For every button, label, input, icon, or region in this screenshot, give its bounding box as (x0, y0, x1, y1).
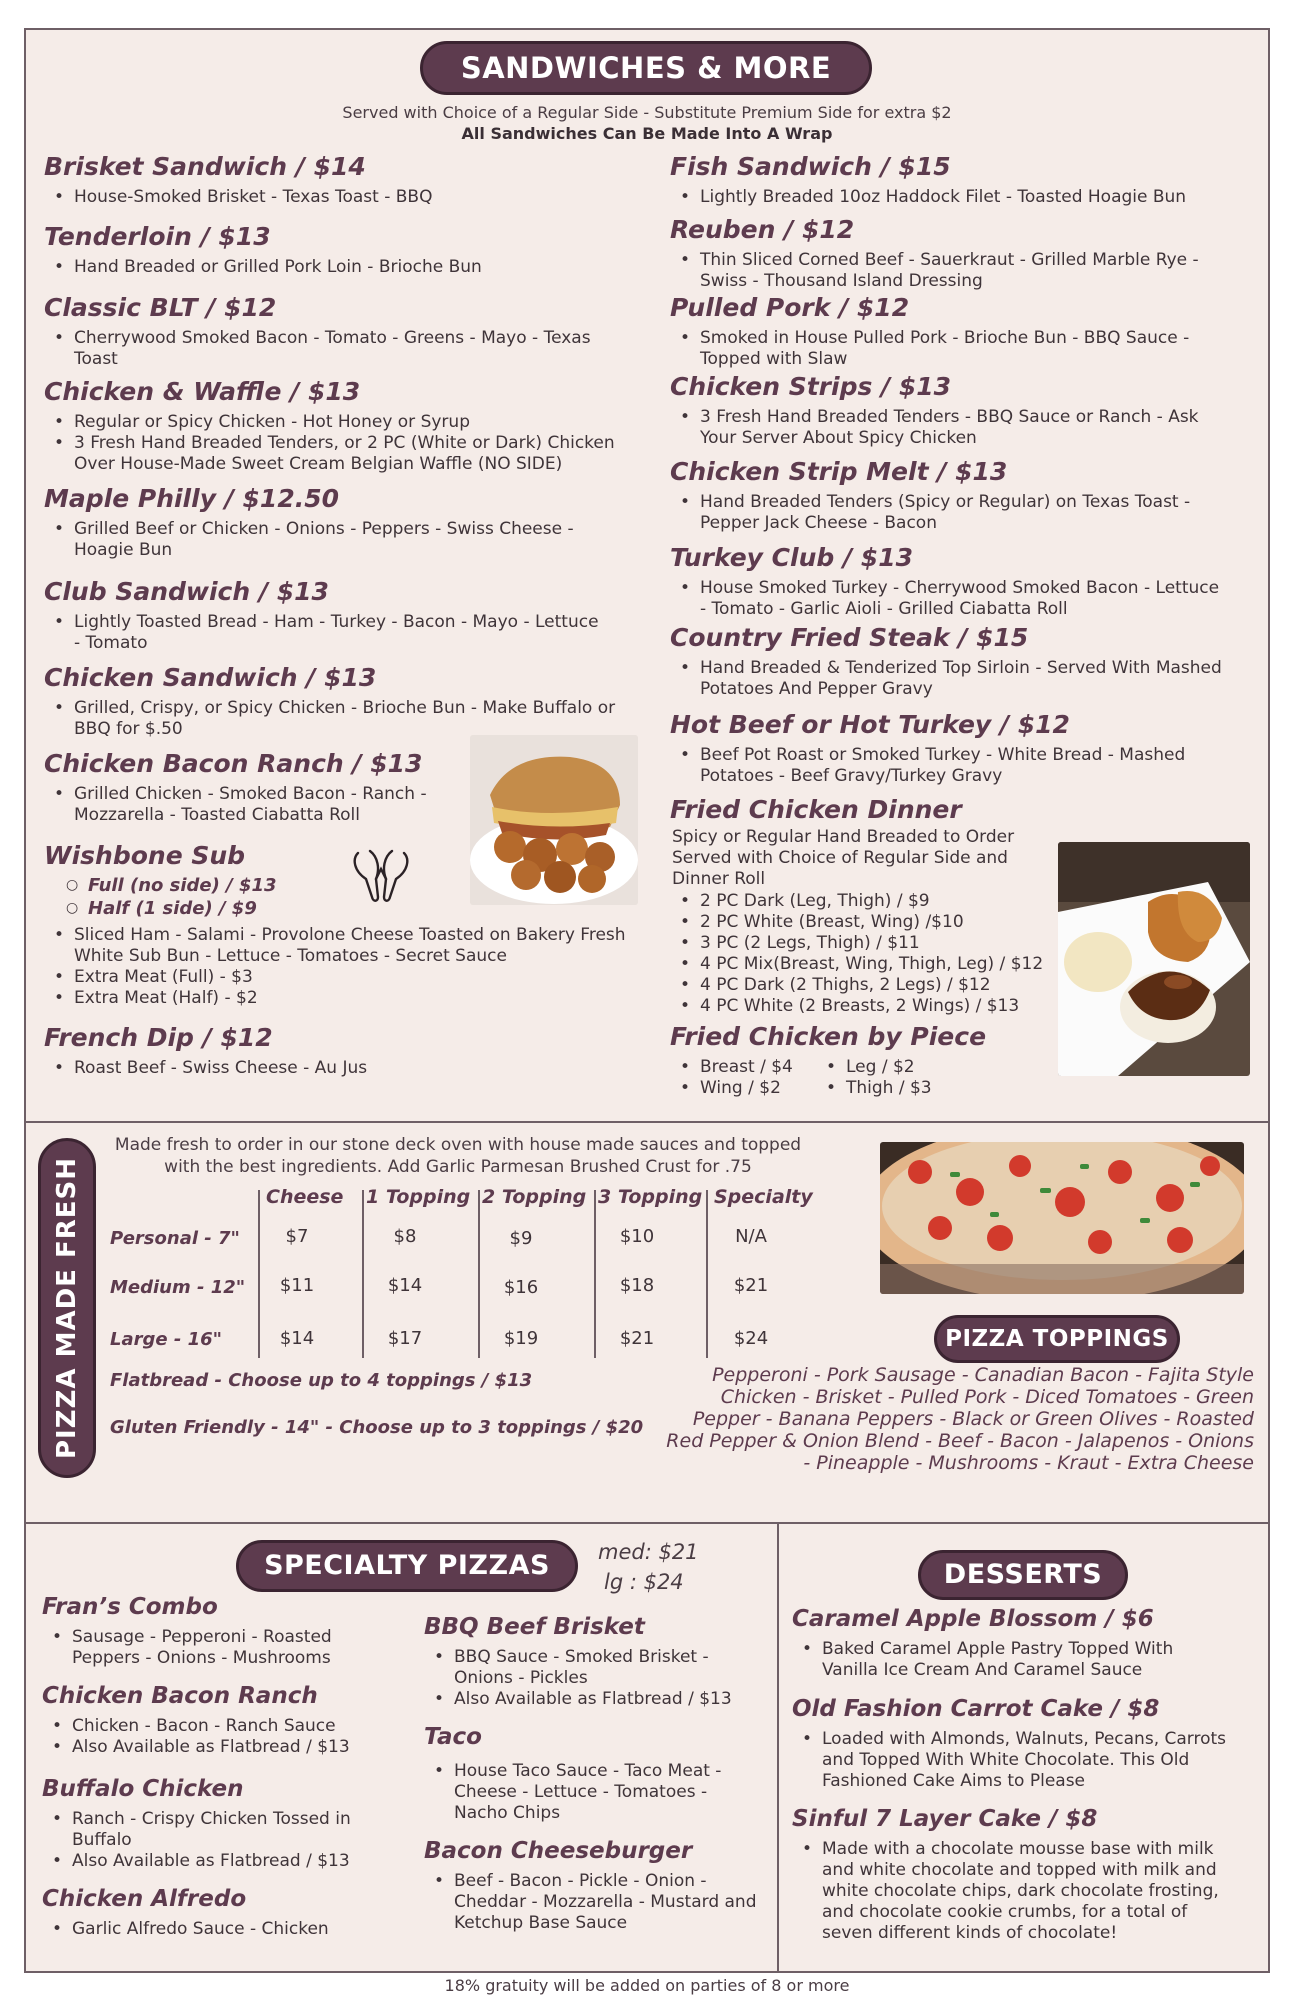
item-line: • House Smoked Turkey - Cherrywood Smoked Bacon - Lettuce - Tomato - Garlic Aioli - Grilled Ciabatta Roll (670, 578, 1230, 620)
item-desc (670, 328, 1230, 370)
item-title: Caramel Apple Blossom / $6 (792, 1606, 1154, 1632)
price-cell: $14 (387, 1275, 423, 1296)
item-line: • 3 PC (2 Legs, Thigh) / $11 (670, 933, 1060, 954)
item-line: • 2 PC White (Breast, Wing) /$10 (670, 912, 1060, 933)
item-desc (670, 407, 1240, 449)
pizza-side-label (38, 1138, 96, 1478)
item-line: • Cherrywood Smoked Bacon - Tomato - Greens - Mayo - Texas Toast (44, 328, 604, 370)
item-intro: Spicy or Regular Hand Breaded to Order Served with Choice of Regular Side and Dinner Roll (672, 827, 1015, 889)
item-desc (792, 1729, 1242, 1792)
item-line: • 4 PC Dark (2 Thighs, 2 Legs) / $12 (670, 975, 1060, 996)
item-desc (44, 328, 604, 370)
item-line: • BBQ Sauce - Smoked Brisket - Onions - Pickles (424, 1647, 764, 1689)
specialty-lg-price: lg : $24 (604, 1570, 684, 1594)
pizza-intro: Made fresh to order in our stone deck oven with house made sauces and topped with the best ingredients. Add Garlic Parmesan Brushed Crust for .75 (114, 1135, 802, 1177)
item-desc (670, 578, 1230, 620)
item-line: • 3 Fresh Hand Breaded Tenders - BBQ Sauce or Ranch - Ask Your Server About Spicy Chicken (670, 407, 1240, 449)
item-line: • Sliced Ham - Salami - Provolone Cheese Toasted on Bakery Fresh White Sub Bun - Lettuce - Tomatoes - Secret Sauce (44, 925, 644, 967)
item-line: • Leg / $2 (816, 1057, 956, 1078)
item-line: • Smoked in House Pulled Pork - Brioche Bun - BBQ Sauce - Topped with Slaw (670, 328, 1230, 370)
section-divider (24, 1522, 1270, 1524)
item-title: Club Sandwich / $13 (44, 577, 329, 606)
item-line: • 4 PC White (2 Breasts, 2 Wings) / $13 (670, 996, 1060, 1017)
item-desc (670, 250, 1230, 292)
item-line: • 3 Fresh Hand Breaded Tenders, or 2 PC (White or Dark) Chicken Over House-Made Sweet Cream Belgian Waffle (NO SIDE) (44, 433, 654, 475)
chicken-sandwich-photo (470, 735, 638, 905)
col-header: Specialty (714, 1186, 813, 1208)
item-title: Bacon Cheeseburger (424, 1838, 693, 1864)
item-line: • Lightly Toasted Bread - Ham - Turkey - Bacon - Mayo - Lettuce - Tomato (44, 612, 604, 654)
specialty-med-price: med: $21 (598, 1540, 699, 1564)
side-note: Served with Choice of a Regular Side - Substitute Premium Side for extra $2 (342, 103, 952, 122)
row-label: Personal - 7" (110, 1228, 240, 1249)
item-line: • Hand Breaded or Grilled Pork Loin - Brioche Bun (44, 257, 644, 278)
item-title: Chicken Strip Melt / $13 (670, 457, 1008, 486)
col-header: 3 Topping (598, 1186, 703, 1208)
flatbread-line: Flatbread - Choose up to 4 toppings / $13 (110, 1370, 533, 1391)
section-divider (24, 1121, 1270, 1123)
item-line: • Also Available as Flatbread / $13 (42, 1737, 402, 1758)
item-line: • Thin Sliced Corned Beef - Sauerkraut - Grilled Marble Rye -Swiss - Thousand Island Dressing (670, 250, 1230, 292)
item-desc (670, 891, 1060, 1017)
price-cell: $9 (509, 1228, 533, 1249)
price-cell: $16 (503, 1277, 539, 1298)
item-desc (44, 412, 654, 475)
item-desc (44, 187, 644, 208)
item-title: Turkey Club / $13 (670, 543, 913, 572)
item-option: ○ Full (no side) / $13 (44, 874, 404, 897)
item-title: Hot Beef or Hot Turkey / $12 (670, 710, 1070, 739)
item-title: Old Fashion Carrot Cake / $8 (792, 1696, 1160, 1722)
item-desc (792, 1839, 1242, 1944)
item-desc (44, 1058, 604, 1079)
col-header: Cheese (266, 1186, 344, 1208)
item-line: • House Taco Sauce - Taco Meat - Cheese - Lettuce - Tomatoes - Nacho Chips (424, 1761, 764, 1824)
specialty-header: SPECIALTY PIZZAS (236, 1540, 578, 1592)
item-desc (42, 1919, 402, 1940)
item-line: • Hand Breaded Tenders (Spicy or Regular) on Texas Toast - Pepper Jack Cheese - Bacon (670, 492, 1240, 534)
item-desc (670, 1057, 810, 1099)
item-title: Fried Chicken by Piece (670, 1022, 987, 1051)
desserts-header: DESSERTS (918, 1550, 1128, 1600)
item-line: • Beef Pot Roast or Smoked Turkey - White Bread - Mashed Potatoes - Beef Gravy/Turkey Gravy (670, 745, 1240, 787)
item-line: • Extra Meat (Full) - $3 (44, 967, 644, 988)
item-desc (424, 1761, 764, 1824)
item-title: Fran’s Combo (42, 1594, 218, 1620)
item-line: • Hand Breaded & Tenderized Top Sirloin - Served With Mashed Potatoes And Pepper Gravy (670, 658, 1230, 700)
price-cell: $21 (733, 1275, 769, 1296)
item-line: • Chicken - Bacon - Ranch Sauce (42, 1716, 402, 1737)
item-line: • Baked Caramel Apple Pastry Topped With Vanilla Ice Cream And Caramel Sauce (792, 1639, 1222, 1681)
item-title: Taco (424, 1724, 482, 1750)
item-line: • Grilled Chicken - Smoked Bacon - Ranch - Mozzarella - Toasted Ciabatta Roll (44, 784, 464, 826)
row-label: Medium - 12" (110, 1277, 246, 1298)
item-line: • Made with a chocolate mousse base with milk and white chocolate and topped with milk and white chocolate chips, dark chocolate frosting, and chocolate cookie crumbs, for a total of seven different kinds of chocolate! (792, 1839, 1242, 1944)
wishbone-icon (348, 845, 414, 907)
item-line: • Ranch - Crispy Chicken Tossed in Buffalo (42, 1809, 382, 1851)
item-title: Tenderloin / $13 (44, 222, 271, 251)
col-header: 2 Topping (482, 1186, 587, 1208)
col-header: 1 Topping (366, 1186, 471, 1208)
gluten-line: Gluten Friendly - 14" - Choose up to 3 toppings / $20 (110, 1417, 644, 1438)
item-title: Sinful 7 Layer Cake / $8 (792, 1806, 1098, 1832)
item-title: French Dip / $12 (44, 1023, 273, 1052)
item-line: • Thigh / $3 (816, 1078, 956, 1099)
item-title: Fried Chicken Dinner (670, 795, 962, 824)
price-cell: $14 (279, 1328, 315, 1349)
item-desc (44, 257, 644, 278)
item-title: Brisket Sandwich / $14 (44, 152, 366, 181)
price-cell: $8 (393, 1226, 417, 1247)
item-desc (42, 1716, 402, 1758)
price-cell: $19 (503, 1328, 539, 1349)
item-desc (792, 1639, 1222, 1681)
item-line: • Extra Meat (Half) - $2 (44, 988, 644, 1009)
price-cell: $18 (619, 1275, 655, 1296)
item-line: • Regular or Spicy Chicken - Hot Honey or Syrup (44, 412, 654, 433)
toppings-list: Pepperoni - Pork Sausage - Canadian Bacon - Fajita Style Chicken - Brisket - Pulled Pork - Diced Tomatoes - Green Pepper - Banana Peppers - Black or Green Olives - Roasted Red Pepper & Onion Blend - Beef - Bacon - Jalapenos - Onions - Pineapple - Mushrooms - Kraut - Extra Cheese (666, 1364, 1254, 1474)
item-desc (670, 658, 1230, 700)
item-line: • Also Available as Flatbread / $13 (424, 1689, 764, 1710)
item-line: • Loaded with Almonds, Walnuts, Pecans, Carrots and Topped With White Chocolate. This Old Fashioned Cake Aims to Please (792, 1729, 1242, 1792)
price-cell: $17 (387, 1328, 423, 1349)
item-title: Pulled Pork / $12 (670, 293, 910, 322)
item-desc (424, 1647, 764, 1710)
toppings-header: PIZZA TOPPINGS (934, 1315, 1180, 1363)
item-title: Classic BLT / $12 (44, 293, 277, 322)
item-desc (44, 698, 644, 740)
item-line: • Sausage - Pepperoni - Roasted Peppers - Onions - Mushrooms (42, 1627, 382, 1669)
gratuity-footer: 18% gratuity will be added on parties of 8 or more (444, 1976, 850, 1995)
price-cell: N/A (735, 1226, 767, 1247)
wrap-note: All Sandwiches Can Be Made Into A Wrap (461, 124, 833, 143)
item-desc (42, 1627, 382, 1669)
item-title: Country Fried Steak / $15 (670, 623, 1029, 652)
item-title: Reuben / $12 (670, 215, 855, 244)
item-line: • Grilled Beef or Chicken - Onions - Peppers - Swiss Cheese - Hoagie Bun (44, 519, 634, 561)
item-line: • House-Smoked Brisket - Texas Toast - BBQ (44, 187, 644, 208)
row-label: Large - 16" (110, 1329, 223, 1350)
item-line: • Also Available as Flatbread / $13 (42, 1851, 382, 1872)
item-title: Fish Sandwich / $15 (670, 152, 951, 181)
item-desc (670, 745, 1240, 787)
item-desc (42, 1809, 382, 1872)
item-title: Chicken Bacon Ranch / $13 (44, 749, 423, 778)
column-divider (777, 1522, 779, 1972)
item-line: • Wing / $2 (670, 1078, 810, 1099)
item-desc (670, 187, 1250, 208)
item-title: Chicken Sandwich / $13 (44, 663, 377, 692)
item-title: Buffalo Chicken (42, 1776, 244, 1802)
price-cell: $21 (619, 1328, 655, 1349)
pizza-photo (880, 1142, 1244, 1294)
item-desc (44, 925, 644, 1009)
item-desc (44, 784, 464, 826)
pizza-side-text: PIZZA MADE FRESH (52, 1156, 82, 1460)
item-desc (670, 492, 1240, 534)
item-line: • Lightly Breaded 10oz Haddock Filet - Toasted Hoagie Bun (670, 187, 1250, 208)
item-line: • 4 PC Mix(Breast, Wing, Thigh, Leg) / $12 (670, 954, 1060, 975)
item-line: • 2 PC Dark (Leg, Thigh) / $9 (670, 891, 1060, 912)
item-desc (44, 519, 634, 561)
price-cell: $7 (285, 1226, 309, 1247)
item-line: • Breast / $4 (670, 1057, 810, 1078)
item-line: • Garlic Alfredo Sauce - Chicken (42, 1919, 402, 1940)
item-title: Chicken Alfredo (42, 1886, 247, 1912)
item-line: • Grilled, Crispy, or Spicy Chicken - Brioche Bun - Make Buffalo or BBQ for $.50 (44, 698, 644, 740)
item-desc (44, 612, 604, 654)
pizza-price-table (106, 1186, 836, 1366)
item-title: Wishbone Sub (44, 841, 246, 870)
price-cell: $11 (279, 1275, 315, 1296)
item-desc (816, 1057, 956, 1099)
item-title: Maple Philly / $12.50 (44, 484, 340, 513)
item-title: BBQ Beef Brisket (424, 1614, 645, 1640)
item-desc (424, 1871, 764, 1934)
item-title: Chicken & Waffle / $13 (44, 377, 361, 406)
price-cell: $10 (619, 1226, 655, 1247)
price-cell: $24 (733, 1328, 769, 1349)
item-line: • Roast Beef - Swiss Cheese - Au Jus (44, 1058, 604, 1079)
item-title: Chicken Strips / $13 (670, 372, 952, 401)
item-option: ○ Half (1 side) / $9 (44, 897, 404, 920)
fried-chicken-photo (1058, 842, 1250, 1076)
sandwiches-header: SANDWICHES & MORE (420, 41, 872, 95)
item-line: • Beef - Bacon - Pickle - Onion - Cheddar - Mozzarella - Mustard and Ketchup Base Sauce (424, 1871, 764, 1934)
item-title: Chicken Bacon Ranch (42, 1683, 318, 1709)
